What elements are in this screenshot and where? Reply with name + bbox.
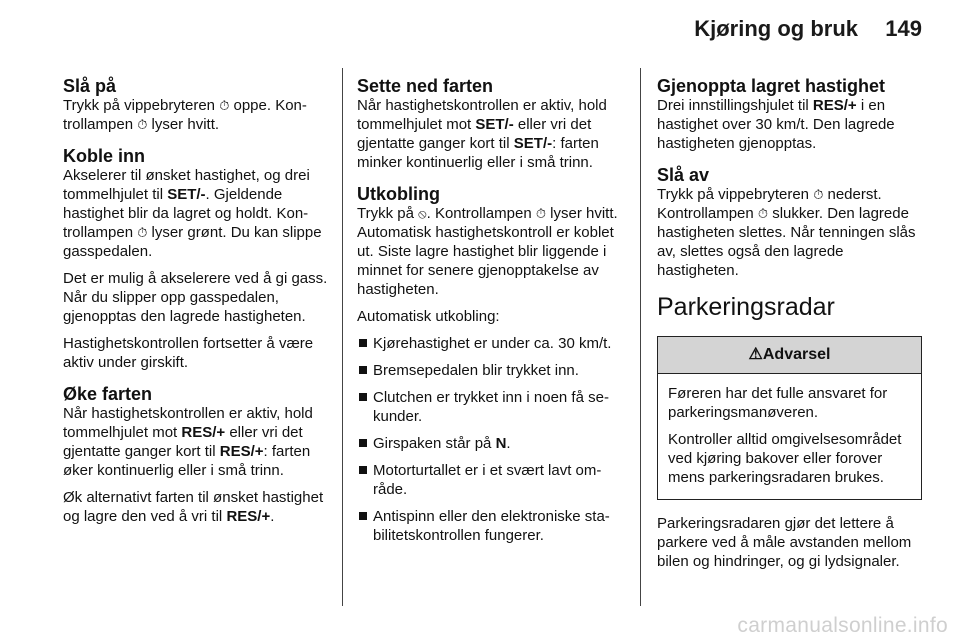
paragraph: Drei innstillingshjulet til RES/+ i en hastighet over 30 km/t. Den lagrede hastigheten gjenopptas. (657, 97, 895, 152)
section-heading: Slå av (657, 165, 710, 185)
page-number: 149 (885, 16, 922, 41)
paragraph: Når hastighetskontrollen er aktiv, hold tommelhjulet mot RES/+ eller vri det gjentatte ganger kort til RES/+: farten øker kontinuerlig eller i små trinn. (63, 405, 313, 479)
paragraph: Automatisk utkobling: (357, 308, 500, 325)
section-oke-farten (63, 384, 328, 526)
list-item: Antispinn eller den elektroniske stabilitetskontrollen fungerer. (357, 507, 627, 545)
watermark: carmanualsonline.info (737, 614, 948, 637)
list-item: Motorturtallet er i et svært lavt område. (357, 461, 627, 499)
section-gjenoppta (657, 76, 922, 153)
paragraph: Parkeringsradaren gjør det lettere å parkere ved å måle avstanden mellom bilen og hindringer, og gi lydsignaler. (657, 515, 912, 570)
warning-box (657, 336, 922, 500)
section-heading: Slå på (63, 76, 117, 96)
section-heading: Utkobling (357, 184, 440, 204)
list-item: Clutchen er trykket inn i noen få sekunder. (357, 388, 627, 426)
column-3 (657, 76, 922, 579)
paragraph: Hastighetskontrollen fortsetter å være aktiv under girskift. (63, 335, 314, 371)
section-sla-pa (63, 76, 328, 134)
section-sla-av (657, 165, 922, 280)
page-header (0, 0, 960, 60)
section-heading: Øke farten (63, 384, 153, 404)
cruise-control-icon: ⏱ (137, 117, 148, 132)
column-2 (357, 76, 627, 557)
cruise-cancel-icon: ⦸ (418, 206, 427, 221)
paragraph: Trykk på vippebryteren ⏱ oppe. Kontrollampen ⏱ lyser hvitt. (63, 97, 307, 133)
paragraph: Når hastighetskontrollen er aktiv, hold tommelhjulet mot SET/- eller vri det gjentatte ganger kort til SET/-: farten minker kontinuerlig eller i små trinn. (357, 97, 607, 171)
chapter-heading: Parkeringsradar (657, 293, 835, 321)
section-heading: Gjenoppta lagret hastighet (657, 76, 886, 96)
paragraph: Det er mulig å akselerere ved å gi gass. Når du slipper opp gasspedalen, gjenopptas den lagrede hastigheten. (63, 270, 328, 325)
bullet-list (357, 334, 627, 545)
warning-body (658, 374, 921, 499)
cruise-control-icon: ⏱ (137, 225, 148, 240)
list-item: Bremsepedalen blir trykket inn. (357, 361, 627, 380)
section-sette-ned-farten (357, 76, 627, 172)
paragraph: Kontroller alltid omgivelsesområdet ved kjøring bakover eller forover mens parkeringsradaren brukes. (668, 431, 902, 486)
warning-triangle-icon: ⚠ (748, 346, 763, 363)
cruise-control-icon: ⏱ (757, 206, 769, 221)
section-heading: Koble inn (63, 146, 145, 166)
list-item: Kjørehastighet er under ca. 30 km/t. (357, 334, 627, 353)
cruise-control-icon: ⏱ (813, 187, 824, 202)
warning-header: ⚠Advarsel (658, 337, 921, 374)
cruise-control-icon: ⏱ (219, 98, 230, 113)
column-divider (342, 68, 343, 606)
paragraph: Øk alternativt farten til ønsket hastighet og lagre den ved å vri til RES/+. (63, 489, 324, 525)
paragraph: Føreren har det fulle ansvaret for parkeringsmanøveren. (668, 385, 888, 421)
list-item: Girspaken står på N. (357, 434, 627, 453)
paragraph: Trykk på ⦸. Kontrollampen ⏱ lyser hvitt. Automatisk hastighetskontroll er koblet ut. Siste lagre hastighet blir liggende i minnet for senere gjenopptakelse av hastigheten. (357, 205, 618, 298)
column-divider (640, 68, 641, 606)
section-heading: Sette ned farten (357, 76, 494, 96)
paragraph: Akselerer til ønsket hastighet, og drei tommelhjulet til SET/-. Gjeldende hastighet blir da lagret og holdt. Kontrollampen ⏱ lyser grønt. Du kan slippe gasspedalen. (63, 167, 322, 260)
column-1 (63, 76, 328, 538)
cruise-control-icon: ⏱ (535, 206, 546, 221)
header-title: Kjøring og bruk (694, 16, 858, 41)
section-utkobling (357, 184, 627, 545)
paragraph: Trykk på vippebryteren ⏱ nederst. Kontrollampen ⏱ slukker. Den lagrede hastigheten slettes. Når tenningen slås av, slettes også den lagrede hastigheten. (657, 186, 916, 279)
section-koble-inn (63, 146, 328, 372)
